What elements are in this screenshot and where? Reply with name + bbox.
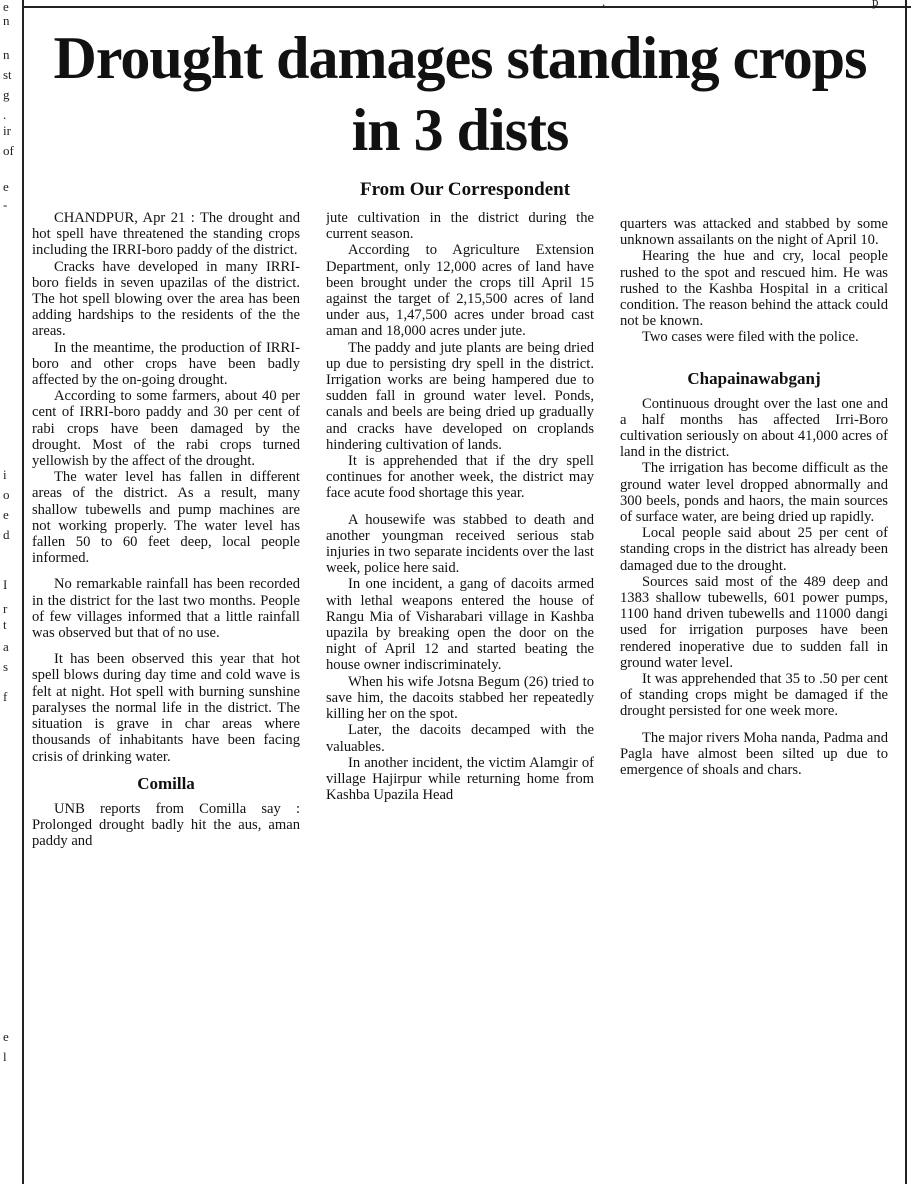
paragraph: A housewife was stabbed to death and another youngman received serious stab injuries in two separate incidents over the last week, police here said. [326, 511, 594, 577]
margin-fragment: . [3, 107, 7, 122]
margin-fragment: ir [3, 123, 11, 138]
paragraph: Cracks have developed in many IRRI-boro fields in seven upazilas of the district. The hot spell blowing over the area has been adding hardships to the residents of the the areas. [32, 258, 300, 340]
margin-fragment: e [3, 0, 9, 14]
top-border-rule [22, 0, 911, 8]
margin-fragment: n [3, 13, 10, 28]
paragraph: Later, the dacoits decamped with the valuables. [326, 722, 594, 755]
margin-fragment: of [3, 143, 14, 158]
paragraph: The major rivers Moha nanda, Padma and Pagla have almost been silted up due to emergence of shoals and chars. [620, 729, 888, 779]
paragraph: According to Agriculture Extension Department, only 12,000 acres of land have been brought under the crops till April 15 against the target of 2,15,500 acres of land under aus, 1,47,500 acres under broad cast aman and 18,000 acres under jute. [326, 242, 594, 340]
headline: Drought damages standing crops in 3 dists [53, 25, 867, 163]
paragraph: According to some farmers, about 40 per cent of IRRI-boro paddy and 30 per cent of rabi crops have been damaged by the drought. Most of the rabi crops turned yellowish by the affect of the drought. [32, 388, 300, 470]
margin-fragment: e [3, 1029, 9, 1044]
left-margin-clipping [0, 0, 24, 1184]
margin-fragment: e [3, 507, 9, 522]
section-subhead-comilla: Comilla [137, 773, 195, 793]
margin-fragment: st [3, 67, 12, 82]
article-column-1 [32, 210, 300, 1175]
paragraph: It has been observed this year that hot spell blows during day time and cold wave is felt at night. Hot spell with burning sunshine paralyses the normal life in the district. The situation is grave in char areas where thousands of inhabitants have been facing crisis of drinking water. [32, 651, 300, 765]
right-border-rule [905, 0, 907, 1184]
paragraph: CHANDPUR, Apr 21 : The drought and hot spell have threatened the standing crops including the IRRI-boro paddy of the district. [32, 210, 300, 259]
article-column-3 [620, 216, 888, 1181]
paragraph: Two cases were filed with the police. [642, 329, 859, 346]
paragraph: Continuous drought over the last one and a half months has affected Irri-Boro cultivation seriously on about 41,000 acres of land in the district. [620, 395, 888, 461]
byline: From Our Correspondent [359, 179, 571, 200]
margin-fragment: i [3, 467, 7, 482]
top-fragment: p [872, 0, 879, 9]
paragraph: It was apprehended that 35 to .50 per cent of standing crops might be damaged if the drought persisted for one week more. [620, 671, 888, 720]
paragraph: The water level has fallen in different areas of the district. As a result, many shallow tubewells and pump machines are not working properly. The water level has fallen 50 to 60 feet deep, local people informed. [32, 469, 300, 567]
margin-fragment: f [3, 689, 8, 704]
paragraph: In the meantime, the production of IRRI-boro and other crops have been badly affected by the on-going drought. [32, 339, 300, 389]
paragraph: When his wife Jotsna Begum (26) tried to save him, the dacoits stabbed her repeatedly killing her on the spot. [326, 673, 594, 723]
paragraph: Hearing the hue and cry, local people rushed to the spot and rescued him. He was rushed to the Kashba Hospital in a critical condition. The reason behind the attack could not be known. [620, 248, 888, 330]
paragraph: jute cultivation in the district during the current season. [326, 210, 594, 243]
paragraph: In one incident, a gang of dacoits armed with lethal weapons entered the house of Rangu Mia of Visharabari village in Kashba upazila by breaking open the door on the night of April 12 and started beating the house owner indiscriminately. [326, 576, 594, 674]
paragraph: The irrigation has become difficult as the ground water level dropped abnormally and 300 beels, ponds and haors, the main sources of surface water, are being dried up rapidly. [620, 460, 888, 526]
paragraph: The paddy and jute plants are being dried up due to persisting dry spell in the district. Irrigation works are being hampered due to sudden fall in ground water level. Ponds, canals and beels are being dried up gradually and cracks have developed on croplands hindering cultivation of lands. [326, 339, 594, 453]
margin-fragment: g [3, 87, 10, 102]
article-column-2 [326, 210, 594, 1175]
paragraph: Local people said about 25 per cent of standing crops in the district has already been damaged due to the drought. [620, 525, 888, 574]
paragraph: Sources said most of the 489 deep and 1383 shallow tubewells, 601 power pumps, 1100 hand driven tubewells and 11000 dangi used for irrigation purposes have been rendered inoperative due to sudden fall in ground water level. [620, 573, 888, 671]
margin-fragment: t [3, 617, 7, 632]
paragraph: UNB reports from Comilla say : Prolonged drought badly hit the aus, aman paddy and [32, 800, 300, 850]
paragraph: No remarkable rainfall has been recorded in the district for the last two months. People of few villages informed that a little rainfall was observed but that of no use. [32, 576, 300, 642]
margin-fragment: s [3, 659, 9, 674]
margin-fragment: e [3, 179, 9, 194]
paragraph: quarters was attacked and stabbed by some unknown assailants on the night of April 10. [620, 216, 888, 249]
margin-fragment: a [3, 639, 9, 654]
section-subhead-chapainawabganj: Chapainawabganj [687, 368, 821, 388]
margin-fragment: r [3, 601, 8, 616]
top-fragment: . [602, 0, 606, 9]
paragraph: It is apprehended that if the dry spell continues for another week, the district may face acute food shortage this year. [326, 453, 594, 502]
margin-fragment: - [3, 197, 8, 212]
margin-fragment: n [3, 47, 10, 62]
margin-fragment: d [3, 527, 10, 542]
margin-fragment: l [3, 1049, 7, 1064]
paragraph: In another incident, the victim Alamgir of village Hajirpur while returning home from Kashba Upazila Head [326, 754, 594, 804]
margin-fragment: I [3, 577, 8, 592]
margin-fragment: o [3, 487, 10, 502]
